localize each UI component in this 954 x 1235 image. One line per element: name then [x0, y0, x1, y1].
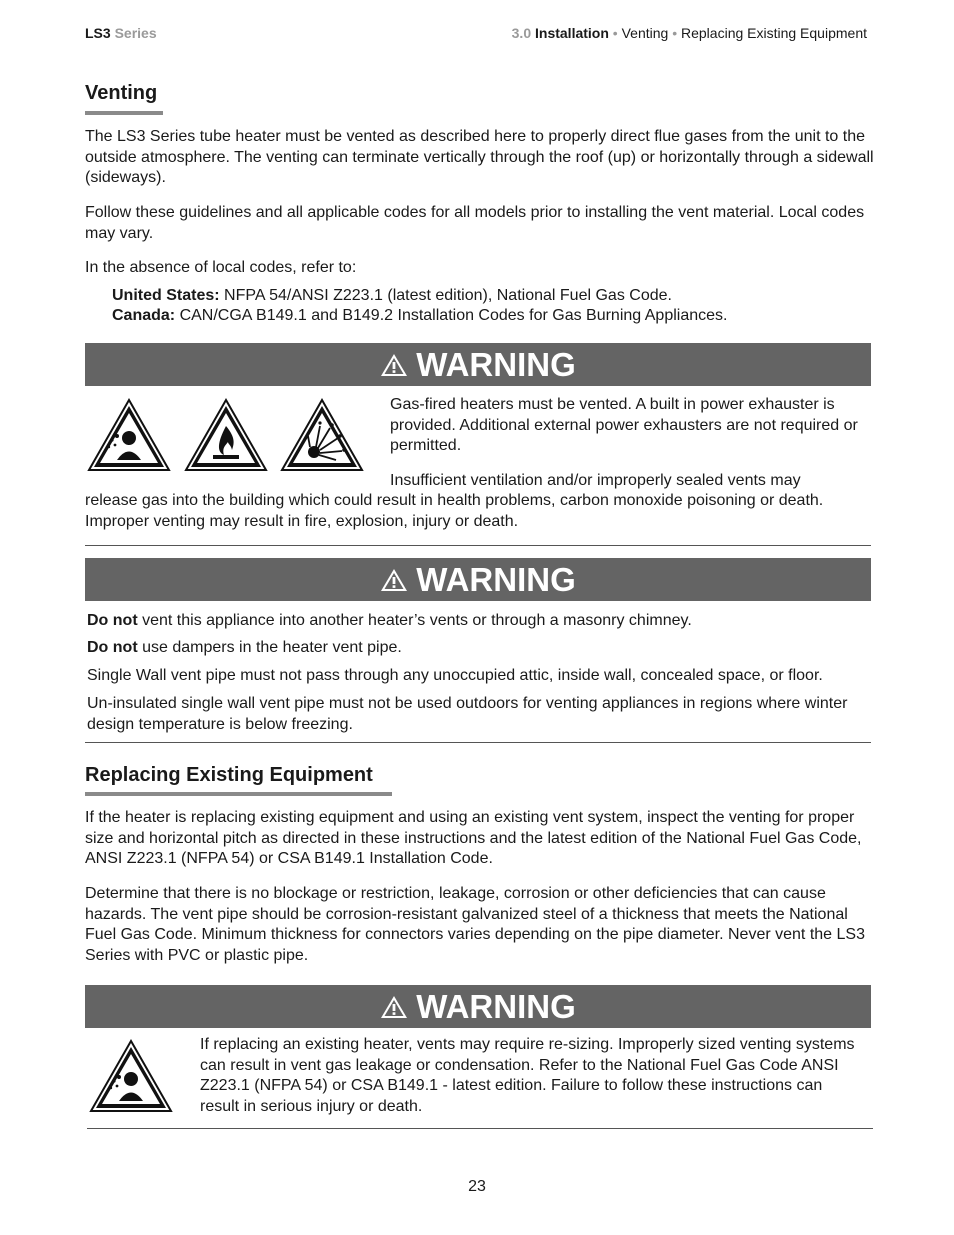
emphasis-do-not: Do not	[87, 639, 138, 656]
warning-banner	[85, 985, 871, 1028]
code-reference-us	[112, 286, 872, 307]
warning-triangle-icon	[380, 353, 408, 377]
product-series: Series	[114, 25, 157, 41]
venting-paragraph-2: Follow these guidelines and all applicable codes for all models prior to installing the vent material. Local codes may vary.	[85, 204, 865, 242]
explosion-hazard-icon	[280, 398, 364, 472]
replacing-paragraph-2: Determine that there is no blockage or restriction, leakage, corrosion or other deficiencies that can cause hazards. The vent pipe should be corrosion-resistant galvanized steel of a thickness that meets the National Fuel Gas Code. Minimum thickness for connectors varies depending on the pipe diameter. Never vent the LS3 Series with PVC or plastic pipe.	[85, 885, 865, 964]
warning1-text-2b: release gas into the building which could result in health problems, carbon monoxide poisoning or death. Improper venting may result in fire, explosion, injury or death.	[85, 492, 824, 530]
heading-underline	[85, 792, 392, 796]
replacing-paragraph-1: If the heater is replacing existing equipment and using an existing vent system, inspect the venting for proper size and horizontal pitch as directed in these instructions and the latest edition of the National Fuel Gas Code, ANSI Z223.1 (NFPA 54) or CSA B149.1 Installation Code.	[85, 809, 862, 867]
code-text-canada: CAN/CGA B149.1 and B149.2 Installation Codes for Gas Burning Appliances.	[179, 307, 728, 324]
breadcrumb	[512, 25, 867, 41]
warning3-text: If replacing an existing heater, vents may require re-sizing. Improperly sized venting systems can result in vent gas leakage or condensation. Refer to the National Fuel Gas Code ANSI Z223.1 (NFPA 54) or CSA B149.1 - latest edition. Failure to follow these instructions can result in serious injury or death.	[200, 1036, 855, 1115]
header-product	[85, 25, 157, 41]
warning2-item-1	[87, 611, 873, 632]
breadcrumb-separator: •	[612, 25, 618, 41]
venting-heading-block	[85, 82, 157, 105]
breadcrumb-replacing: Replacing Existing Equipment	[681, 25, 867, 41]
code-reference-canada	[112, 306, 872, 327]
fire-hazard-icon	[184, 398, 268, 472]
warning-title: WARNING	[416, 345, 576, 383]
warning-triangle-icon	[380, 995, 408, 1019]
code-label-us: United States:	[112, 287, 220, 304]
warning-title: WARNING	[416, 560, 576, 598]
warning2-item-1-text: vent this appliance into another heater’s vents or through a masonry chimney.	[142, 612, 692, 629]
warning2-item-4: Un-insulated single wall vent pipe must not be used outdoors for venting appliances in regions where winter design temperature is below freezing.	[87, 695, 848, 733]
section-heading-replacing: Replacing Existing Equipment	[85, 764, 373, 786]
emphasis-do-not: Do not	[87, 612, 138, 629]
divider	[85, 545, 871, 546]
code-label-canada: Canada:	[112, 307, 176, 324]
heading-underline	[85, 111, 163, 115]
venting-paragraph-3: In the absence of local codes, refer to:	[85, 259, 357, 276]
warning2-item-3: Single Wall vent pipe must not pass through any unoccupied attic, inside wall, concealed space, or floor.	[87, 667, 823, 684]
divider	[87, 1128, 873, 1129]
section-number: 3.0	[511, 25, 532, 41]
breadcrumb-separator: •	[672, 25, 678, 41]
warning1-text-2a: Insufficient ventilation and/or improperly sealed vents may	[390, 472, 801, 489]
page-number: 23	[468, 1178, 486, 1195]
divider	[85, 742, 871, 743]
warning2-item-2-text: use dampers in the heater vent pipe.	[142, 639, 402, 656]
section-title: Installation	[535, 25, 609, 41]
venting-paragraph-1: The LS3 Series tube heater must be vented as described here to properly direct flue gases from the unit to the outside atmosphere. The venting can terminate vertically through the roof (up) or horizontally through a sidewall (sideways).	[85, 128, 874, 186]
section-heading-venting: Venting	[85, 82, 158, 104]
warning-title: WARNING	[416, 987, 576, 1025]
inhalation-hazard-icon	[89, 1039, 173, 1113]
replacing-heading-block	[85, 764, 373, 787]
warning1-text-1: Gas-fired heaters must be vented. A built in power exhauster is provided. Additional external power exhausters are not required or permitted.	[390, 396, 858, 454]
inhalation-hazard-icon	[87, 398, 171, 472]
warning-triangle-icon	[380, 568, 408, 592]
product-name: LS3	[85, 25, 111, 41]
code-text-us: NFPA 54/ANSI Z223.1 (latest edition), National Fuel Gas Code.	[224, 287, 672, 304]
warning2-item-2	[87, 638, 873, 659]
breadcrumb-venting: Venting	[621, 25, 669, 41]
warning-banner	[85, 558, 871, 601]
warning-banner	[85, 343, 871, 386]
